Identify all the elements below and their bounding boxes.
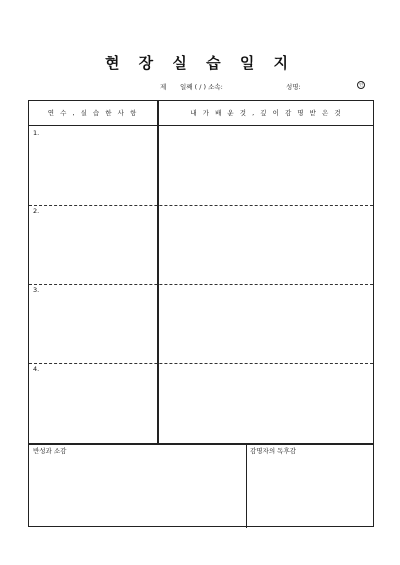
bottom-section-divider: [29, 443, 373, 445]
column-divider: [157, 101, 159, 443]
reflection-label: 반성과 소감: [33, 447, 67, 455]
row-number-4: 4.: [33, 365, 40, 373]
row-number-2: 2.: [33, 207, 40, 215]
left-column-header: 연 수 , 실 습 한 사 항: [47, 109, 139, 117]
row-number-3: 3.: [33, 286, 40, 294]
right-column-header: 내 가 배 운 것 , 깊 이 감 명 받 은 것: [190, 109, 343, 117]
row-divider-3: [29, 363, 373, 364]
row-divider-2: [29, 284, 373, 285]
row-number-1: 1.: [33, 129, 40, 137]
seal-icon: 인: [357, 81, 365, 89]
bottom-column-divider: [246, 443, 247, 528]
seal-mark: [357, 81, 365, 89]
name-label: 성명:: [286, 83, 301, 91]
date-affiliation-label: 일째 ( / ) 소속:: [180, 83, 223, 91]
page-title: 현 장 실 습 일 지: [104, 54, 296, 72]
header-divider: [29, 125, 373, 126]
row-divider-1: [29, 205, 373, 206]
supervisor-comment-label: 감명자의 독후감: [250, 447, 297, 455]
week-label: 제: [160, 83, 167, 91]
journal-table: [28, 100, 374, 527]
